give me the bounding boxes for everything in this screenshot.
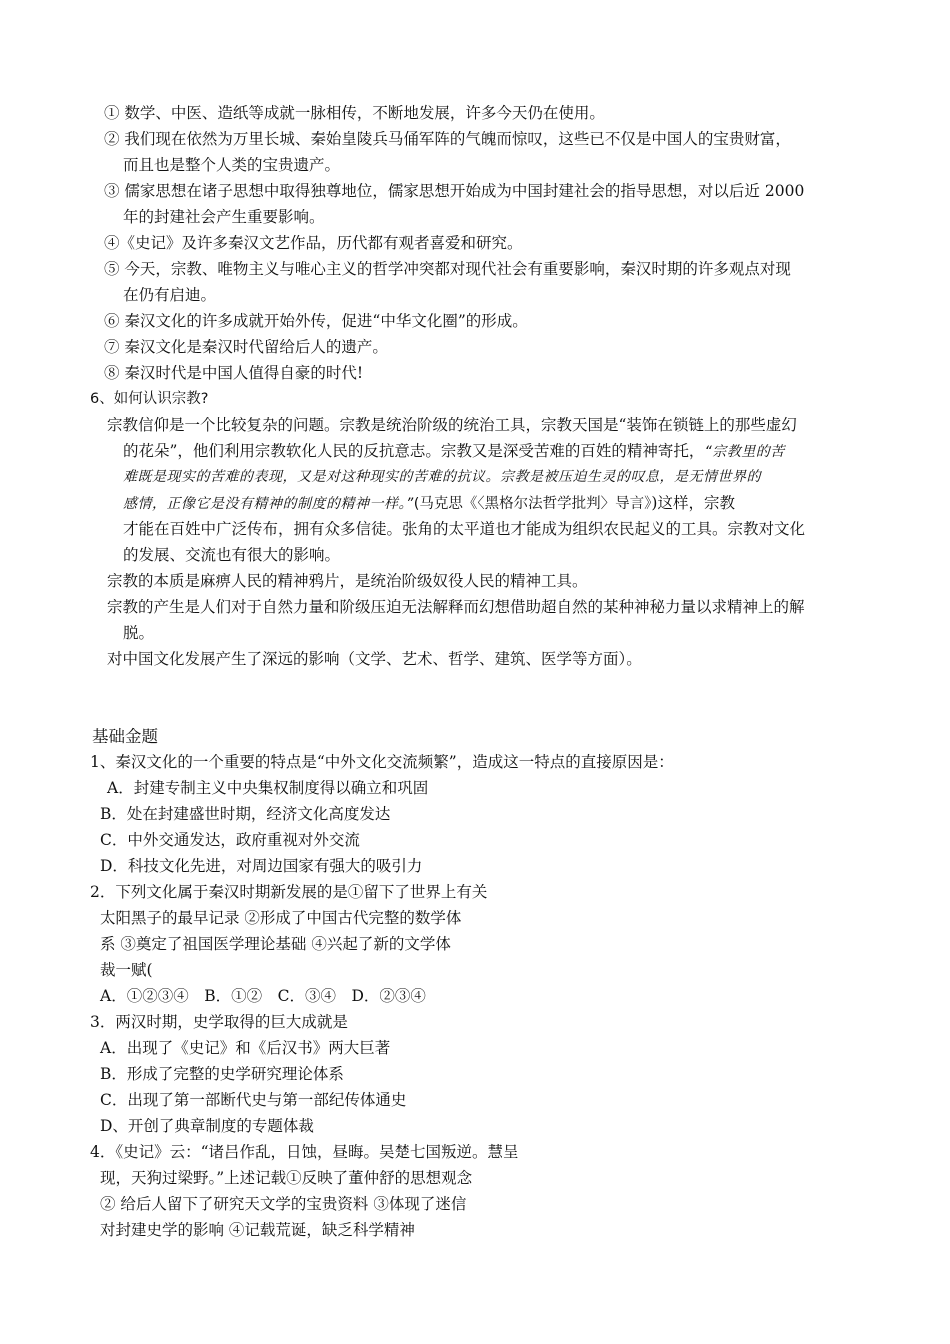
exercise-heading: 基础金题 <box>92 727 158 746</box>
question-3: 3．两汉时期，史学取得的巨大成就是 <box>90 1013 348 1031</box>
question-line: 系 ③奠定了祖国医学理论基础 ④兴起了新的文学体 <box>100 935 451 953</box>
question-line: ② 给后人留下了研究天文学的宝贵资料 ③体现了迷信 <box>100 1195 467 1213</box>
list-item: ③ 儒家思想在诸子思想中取得独尊地位，儒家思想开始成为中国封建社会的指导思想，对以后近 2000 <box>104 182 805 200</box>
list-item: 在仍有启迪。 <box>123 286 217 304</box>
question-line: 对封建史学的影响 ④记载荒诞，缺乏科学精神 <box>100 1221 415 1239</box>
quote-line: 难既是现实的苦难的表现，又是对这种现实的苦难的抗议。宗教是被压迫生灵的叹息，是无情世界的 <box>123 469 761 485</box>
list-item: 而且也是整个人类的宝贵遗产。 <box>123 156 341 174</box>
question-4: 4．《史记》云：“诸吕作乱，日蚀，昼晦。吴楚七国叛逆。慧呈 <box>90 1143 519 1161</box>
question-1: 1、秦汉文化的一个重要的特点是“中外文化交流频繁”，造成这一特点的直接原因是： <box>90 753 674 771</box>
list-item: ⑧ 秦汉时代是中国人值得自豪的时代! <box>104 364 364 382</box>
citation-text: (马克思《〈黑格尔法哲学批判〉导言》 <box>413 496 652 512</box>
question-line: 裁一赋( <box>100 961 153 979</box>
paragraph-line: 对中国文化发展产生了深远的影响（文学、艺术、哲学、建筑、医学等方面）。 <box>107 650 642 668</box>
list-item: ⑥ 秦汉文化的许多成就开始外传，促进“中华文化圈”的形成。 <box>104 312 528 330</box>
list-item: ① 数学、中医、造纸等成就一脉相传，不断地发展，许多今天仍在使用。 <box>104 104 605 122</box>
question-2: 2．下列文化属于秦汉时期新发展的是①留下了世界上有关 <box>90 883 488 901</box>
paragraph-text: )这样，宗教 <box>651 494 735 512</box>
list-item: ② 我们现在依然为万里长城、秦始皇陵兵马俑军阵的气魄而惊叹，这些已不仅是中国人的宝贵财富， <box>104 130 791 148</box>
option-line: A．①②③④ B．①② C．③④ D．②③④ <box>100 987 426 1005</box>
option-line: A．封建专制主义中央集权制度得以确立和巩固 <box>107 779 429 797</box>
list-item: ⑤ 今天，宗教、唯物主义与唯心主义的哲学冲突都对现代社会有重要影响，秦汉时期的许多观点对现 <box>104 260 791 278</box>
paragraph-text: 的花朵”，他们利用宗教软化人民的反抗意志。宗教又是深受苦难的百姓的精神寄托， <box>123 442 705 460</box>
list-item: 年的封建社会产生重要影响。 <box>123 208 325 226</box>
option-line: B．处在封建盛世时期，经济文化高度发达 <box>100 805 391 823</box>
paragraph-line: 宗教的产生是人们对于自然力量和阶级压迫无法解释而幻想借助超自然的某种神秘力量以求精神上的解 <box>107 598 805 616</box>
option-line: D．科技文化先进，对周边国家有强大的吸引力 <box>100 857 423 875</box>
paragraph-line: 宗教信仰是一个比较复杂的问题。宗教是统治阶级的统治工具，宗教天国是“装饰在锁链上的那些虚幻 <box>107 416 797 434</box>
paragraph-line: 的发展、交流也有很大的影响。 <box>123 546 341 564</box>
option-line: C．出现了第一部断代史与第一部纪传体通史 <box>100 1091 407 1109</box>
paragraph-line: 脱。 <box>123 624 155 642</box>
option-line: D、开创了典章制度的专题体裁 <box>100 1117 314 1135</box>
paragraph-line: 才能在百姓中广泛传布，拥有众多信徒。张角的太平道也才能成为组织农民起义的工具。宗教对文化 <box>123 520 806 538</box>
section-heading: 6、如何认识宗教? <box>90 391 209 407</box>
paragraph-line <box>123 493 735 514</box>
quote-text: “宗教里的苦 <box>704 444 785 460</box>
question-line: 现，天狗过梁野。”上述记载①反映了董仲舒的思想观念 <box>100 1169 473 1187</box>
option-line: B．形成了完整的史学研究理论体系 <box>100 1065 344 1083</box>
quote-text: 感情，正像它是没有精神的制度的精神一样。” <box>123 496 414 512</box>
list-item: ⑦ 秦汉文化是秦汉时代留给后人的遗产。 <box>104 338 388 356</box>
paragraph-line <box>123 441 785 462</box>
list-item: ④《史记》及许多秦汉文艺作品，历代都有观者喜爱和研究。 <box>104 234 523 252</box>
option-line: A．出现了《史记》和《后汉书》两大巨著 <box>100 1039 391 1057</box>
question-line: 太阳黑子的最早记录 ②形成了中国古代完整的数学体 <box>100 909 462 927</box>
paragraph-line: 宗教的本质是麻痹人民的精神鸦片，是统治阶级奴役人民的精神工具。 <box>107 572 588 590</box>
option-line: C．中外交通发达，政府重视对外交流 <box>100 831 360 849</box>
